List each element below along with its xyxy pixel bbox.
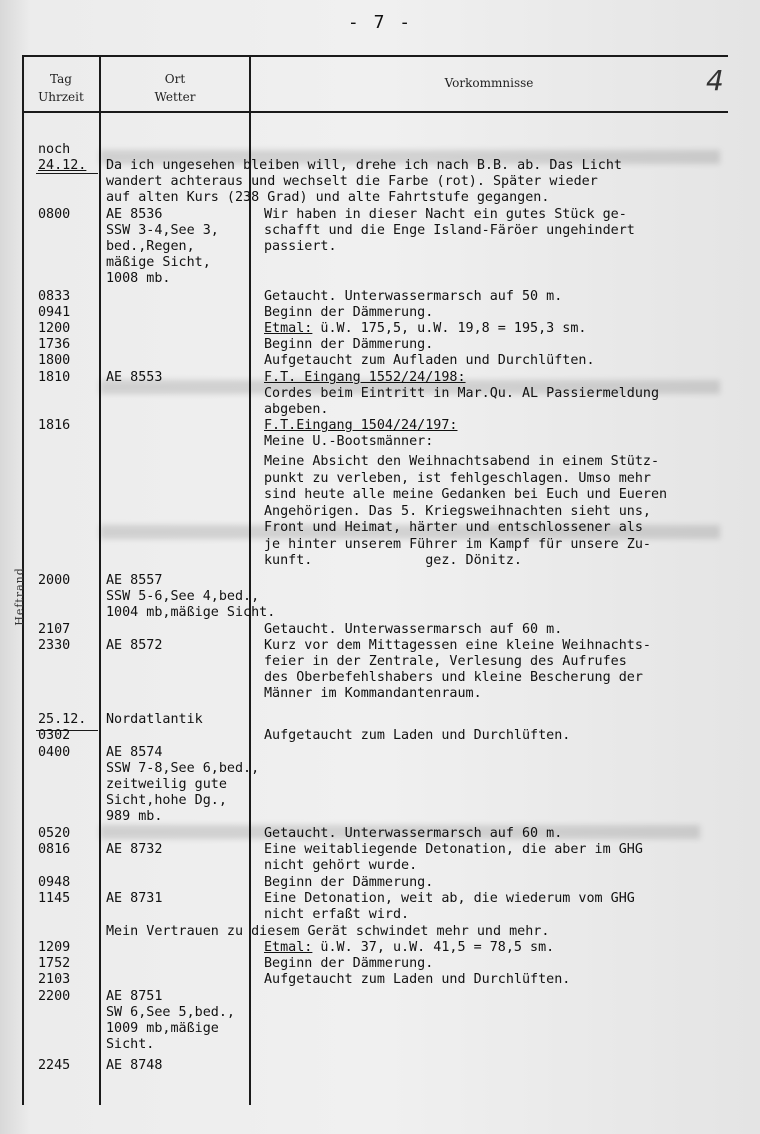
time-cell: 0520 [38,826,71,841]
event-cell: F.T.Eingang 1504/24/197: [264,418,458,433]
time-cell: 2000 [38,573,71,588]
col-divider-2 [249,55,251,1105]
event-cell: Eine Detonation, weit ab, die wiederum vom GHG [264,891,635,906]
event-cell: Getaucht. Unterwassermarsch auf 60 m. [264,622,563,637]
time-cell: 0302 [38,728,71,743]
event-cell: Kurz vor dem Mittagessen eine kleine Weihnachts- [264,638,651,653]
ort-cell: AE 8748 [106,1058,163,1073]
date-cell: 24.12. [38,158,87,173]
ort-cell: SW 6,See 5,bed., [106,1005,235,1020]
ort-cell: AE 8536 [106,207,163,222]
event-cell: Eine weitabliegende Detonation, die aber im GHG [264,842,643,857]
event-cell [264,321,586,337]
etmal-label: Etmal: [264,321,313,336]
event-cell: F.T. Eingang 1552/24/198: [264,370,466,385]
event-cell: Meine Absicht den Weihnachtsabend in einem Stütz- [264,454,660,469]
ort-cell: SSW 3-4,See 3, [106,223,219,238]
ort-cell: 1008 mb. [106,271,171,286]
time-cell: 2200 [38,989,71,1004]
event-cell: Männer im Kommandantenraum. [264,686,482,701]
entry-text: auf alten Kurs (238 Grad) und alte Fahrtstufe gegangen. [106,190,550,205]
time-cell: 0833 [38,289,71,304]
ort-cell: AE 8751 [106,989,163,1004]
event-cell: Beginn der Dämmerung. [264,875,434,890]
ort-cell: AE 8732 [106,842,163,857]
time-cell: 0800 [38,207,71,222]
event-cell: nicht erfaßt wird. [264,907,410,922]
ort-cell: AE 8557 [106,573,163,588]
ort-cell: zeitweilig gute [106,777,227,792]
event-cell: Aufgetaucht zum Aufladen und Durchlüften. [264,353,595,368]
time-cell: 0816 [38,842,71,857]
entry-text: Da ich ungesehen bleiben will, drehe ich nach B.B. ab. Das Licht [106,158,622,173]
event-cell: Beginn der Dämmerung. [264,337,434,352]
entry-text: Mein Vertrauen zu diesem Gerät schwindet mehr und mehr. [106,924,550,939]
event-cell: Beginn der Dämmerung. [264,305,434,320]
event-cell: Meine U.-Bootsmänner: [264,434,434,449]
event-cell: Front und Heimat, härter und entschlossener als [264,520,643,535]
event-cell: Getaucht. Unterwassermarsch auf 50 m. [264,289,563,304]
time-cell: noch [38,142,71,157]
top-border [22,55,728,57]
event-cell: abgeben. [264,402,329,417]
header-tag-uhrzeit: Tag Uhrzeit [38,72,84,104]
event-cell: nicht gehört wurde. [264,858,418,873]
etmal-value: ü.W. 175,5, u.W. 19,8 = 195,3 sm. [312,321,587,336]
time-cell: 2330 [38,638,71,653]
time-cell: 1752 [38,956,71,971]
time-cell: 0948 [38,875,71,890]
handwritten-mark: 4 [706,64,724,97]
event-cell: Getaucht. Unterwassermarsch auf 60 m. [264,826,563,841]
col-divider-1 [99,55,101,1105]
date-cell: 25.12. [38,712,87,727]
ort-cell: Sicht,hohe Dg., [106,793,227,808]
event-cell: je hinter unserem Führer im Kampf für unsere Zu- [264,537,651,552]
event-cell: sind heute alle meine Gedanken bei Euch und Eueren [264,487,668,502]
time-cell: 2103 [38,972,71,987]
ort-cell: AE 8574 [106,745,163,760]
etmal-value: ü.W. 37, u.W. 41,5 = 78,5 sm. [312,940,555,955]
ort-cell: SSW 5-6,See 4,bed., [106,589,260,604]
ort-cell: 1009 mb,mäßige [106,1021,219,1036]
event-cell: Cordes beim Eintritt in Mar.Qu. AL Passiermeldung [264,386,660,401]
time-cell: 1816 [38,418,71,433]
event-cell: Aufgetaucht zum Laden und Durchlüften. [264,972,571,987]
header-bottom-rule [22,111,728,113]
ort-cell: mäßige Sicht, [106,255,211,270]
ort-cell: Nordatlantik [106,712,203,727]
time-cell: 2245 [38,1058,71,1073]
event-cell: schafft und die Enge Island-Färöer ungehindert [264,223,635,238]
event-cell: punkt zu verleben, ist fehlgeschlagen. Umso mehr [264,471,651,486]
time-cell: 1800 [38,353,71,368]
time-cell: 1145 [38,891,71,906]
ort-cell: 989 mb. [106,809,163,824]
ort-cell: AE 8553 [106,370,163,385]
event-cell [264,940,554,956]
entry-text: wandert achteraus und wechselt die Farbe (rot). Später wieder [106,174,598,189]
header-vorkommnisse: Vorkommnisse [444,76,534,90]
event-cell: Beginn der Dämmerung. [264,956,434,971]
time-cell: 1736 [38,337,71,352]
ort-cell: AE 8572 [106,638,163,653]
time-cell: 0941 [38,305,71,320]
event-cell: Angehörigen. Das 5. Kriegsweihnachten sieht uns, [264,504,651,519]
ort-cell: SSW 7-8,See 6,bed., [106,761,260,776]
time-cell: 0400 [38,745,71,760]
event-cell: Aufgetaucht zum Laden und Durchlüften. [264,728,571,743]
event-cell: Wir haben in dieser Nacht ein gutes Stück ge- [264,207,627,222]
time-cell: 2107 [38,622,71,637]
time-cell: 1209 [38,940,71,955]
time-cell: 1810 [38,370,71,385]
event-cell: kunft. gez. Dönitz. [264,553,522,568]
event-cell: des Oberbefehlshabers und kleine Bescherung der [264,670,643,685]
side-label: Heftrand [12,567,26,626]
time-cell: 1200 [38,321,71,336]
header-ort-wetter: Ort Wetter [154,72,196,104]
ort-cell: 1004 mb,mäßige Sicht. [106,605,276,620]
event-cell: passiert. [264,239,337,254]
ort-cell: Sicht. [106,1037,155,1052]
page-number: - 7 - [347,12,413,33]
etmal-label: Etmal: [264,940,313,955]
ort-cell: bed.,Regen, [106,239,195,254]
event-cell: feier in der Zentrale, Verlesung des Aufrufes [264,654,627,669]
ort-cell: AE 8731 [106,891,163,906]
